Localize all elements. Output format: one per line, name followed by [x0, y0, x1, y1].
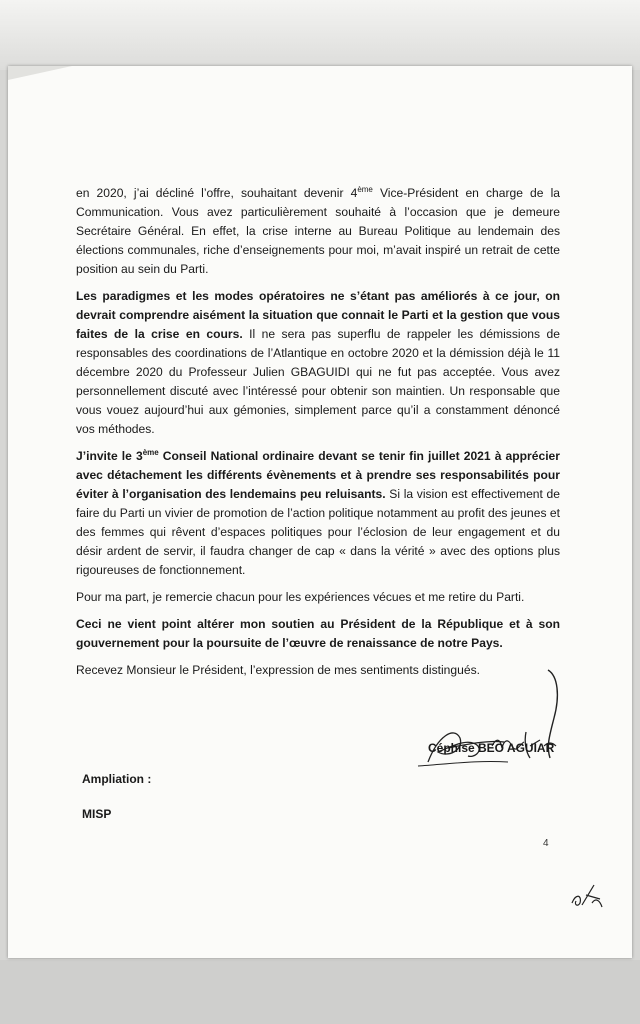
scan-top-shadow	[0, 0, 640, 70]
ampliation-recipient: MISP	[82, 807, 112, 821]
text-run: Ceci ne vient point altérer mon soutien au Président de la République et à son gouvernement pour la poursuite de l’œuvre de renaissance de notre Pays.	[76, 617, 560, 650]
text-run: Les paradigmes et les modes opératoires ne s’étant pas améliorés à ce jour, on devrait comprendre aisément la situation que connait le Parti et la gestion que vous faites de la crise en cours.	[76, 289, 560, 341]
text-run: J’invite le 3	[76, 449, 143, 463]
handwritten-signature	[408, 666, 608, 776]
paragraph-1	[76, 184, 560, 279]
text-run: ème	[357, 184, 373, 194]
paragraph-5	[76, 615, 560, 653]
page-fold	[8, 66, 72, 80]
text-run: en 2020, j’ai décliné l’offre, souhaitant devenir 4	[76, 186, 358, 200]
signer-name: Céphise BEO AGUIAR	[428, 741, 555, 755]
text-run: Si la vision est effectivement de faire du Parti un vivier de promotion de l’action politique notamment au profit des jeunes et des femmes qui rêvent d’espaces politiques pour l’éclosion de leur engagement et du désir ardent de servir, il faudra changer de cap « dans la vérité » avec des options plus rigoureuses de fonctionnement.	[76, 487, 560, 577]
text-run: Il ne sera pas superflu de rappeler les démissions de responsables des coordinations de l’Atlantique en octobre 2020 et la démission déjà le 11 décembre 2020 du Professeur Julien GBAGUIDI qui ne fut pas acceptée. Vous avez personnellement discuté avec l’intéressé pour obtenir son maintien. Un responsable que vous vouez aujourd’hui aux gémonies, simplement parce qu’il a constamment dénoncé vos méthodes.	[76, 327, 560, 436]
scan-bottom-shadow	[0, 960, 640, 1024]
text-run: Recevez Monsieur le Président, l’expression de mes sentiments distingués.	[76, 663, 480, 677]
document-page	[8, 66, 632, 958]
paragraph-3	[76, 447, 560, 580]
paragraph-4	[76, 588, 560, 607]
letter-body	[76, 184, 560, 688]
paragraph-2	[76, 287, 560, 439]
text-run: Vice-Président en charge de la Communication. Vous avez particulièrement souhaité à l’occasion que je demeure Secrétaire Général. En effet, la crise interne au Bureau Politique au lendemain des élections communales, riche d’enseignements pour moi, m’avait inspiré un retrait de cette position au sein du Parti.	[76, 186, 560, 276]
text-run: Pour ma part, je remercie chacun pour les expériences vécues et me retire du Parti.	[76, 590, 525, 604]
text-run: ème	[142, 447, 159, 457]
page-number: 4	[543, 838, 549, 849]
ampliation-label: Ampliation :	[82, 772, 152, 786]
text-run: Conseil National ordinaire devant se tenir fin juillet 2021 à apprécier avec détachement les différents évènements et à prendre ses responsabilités pour éviter à l’organisation des lendemains peu reluisants.	[76, 449, 560, 501]
handwritten-initials	[568, 881, 608, 916]
